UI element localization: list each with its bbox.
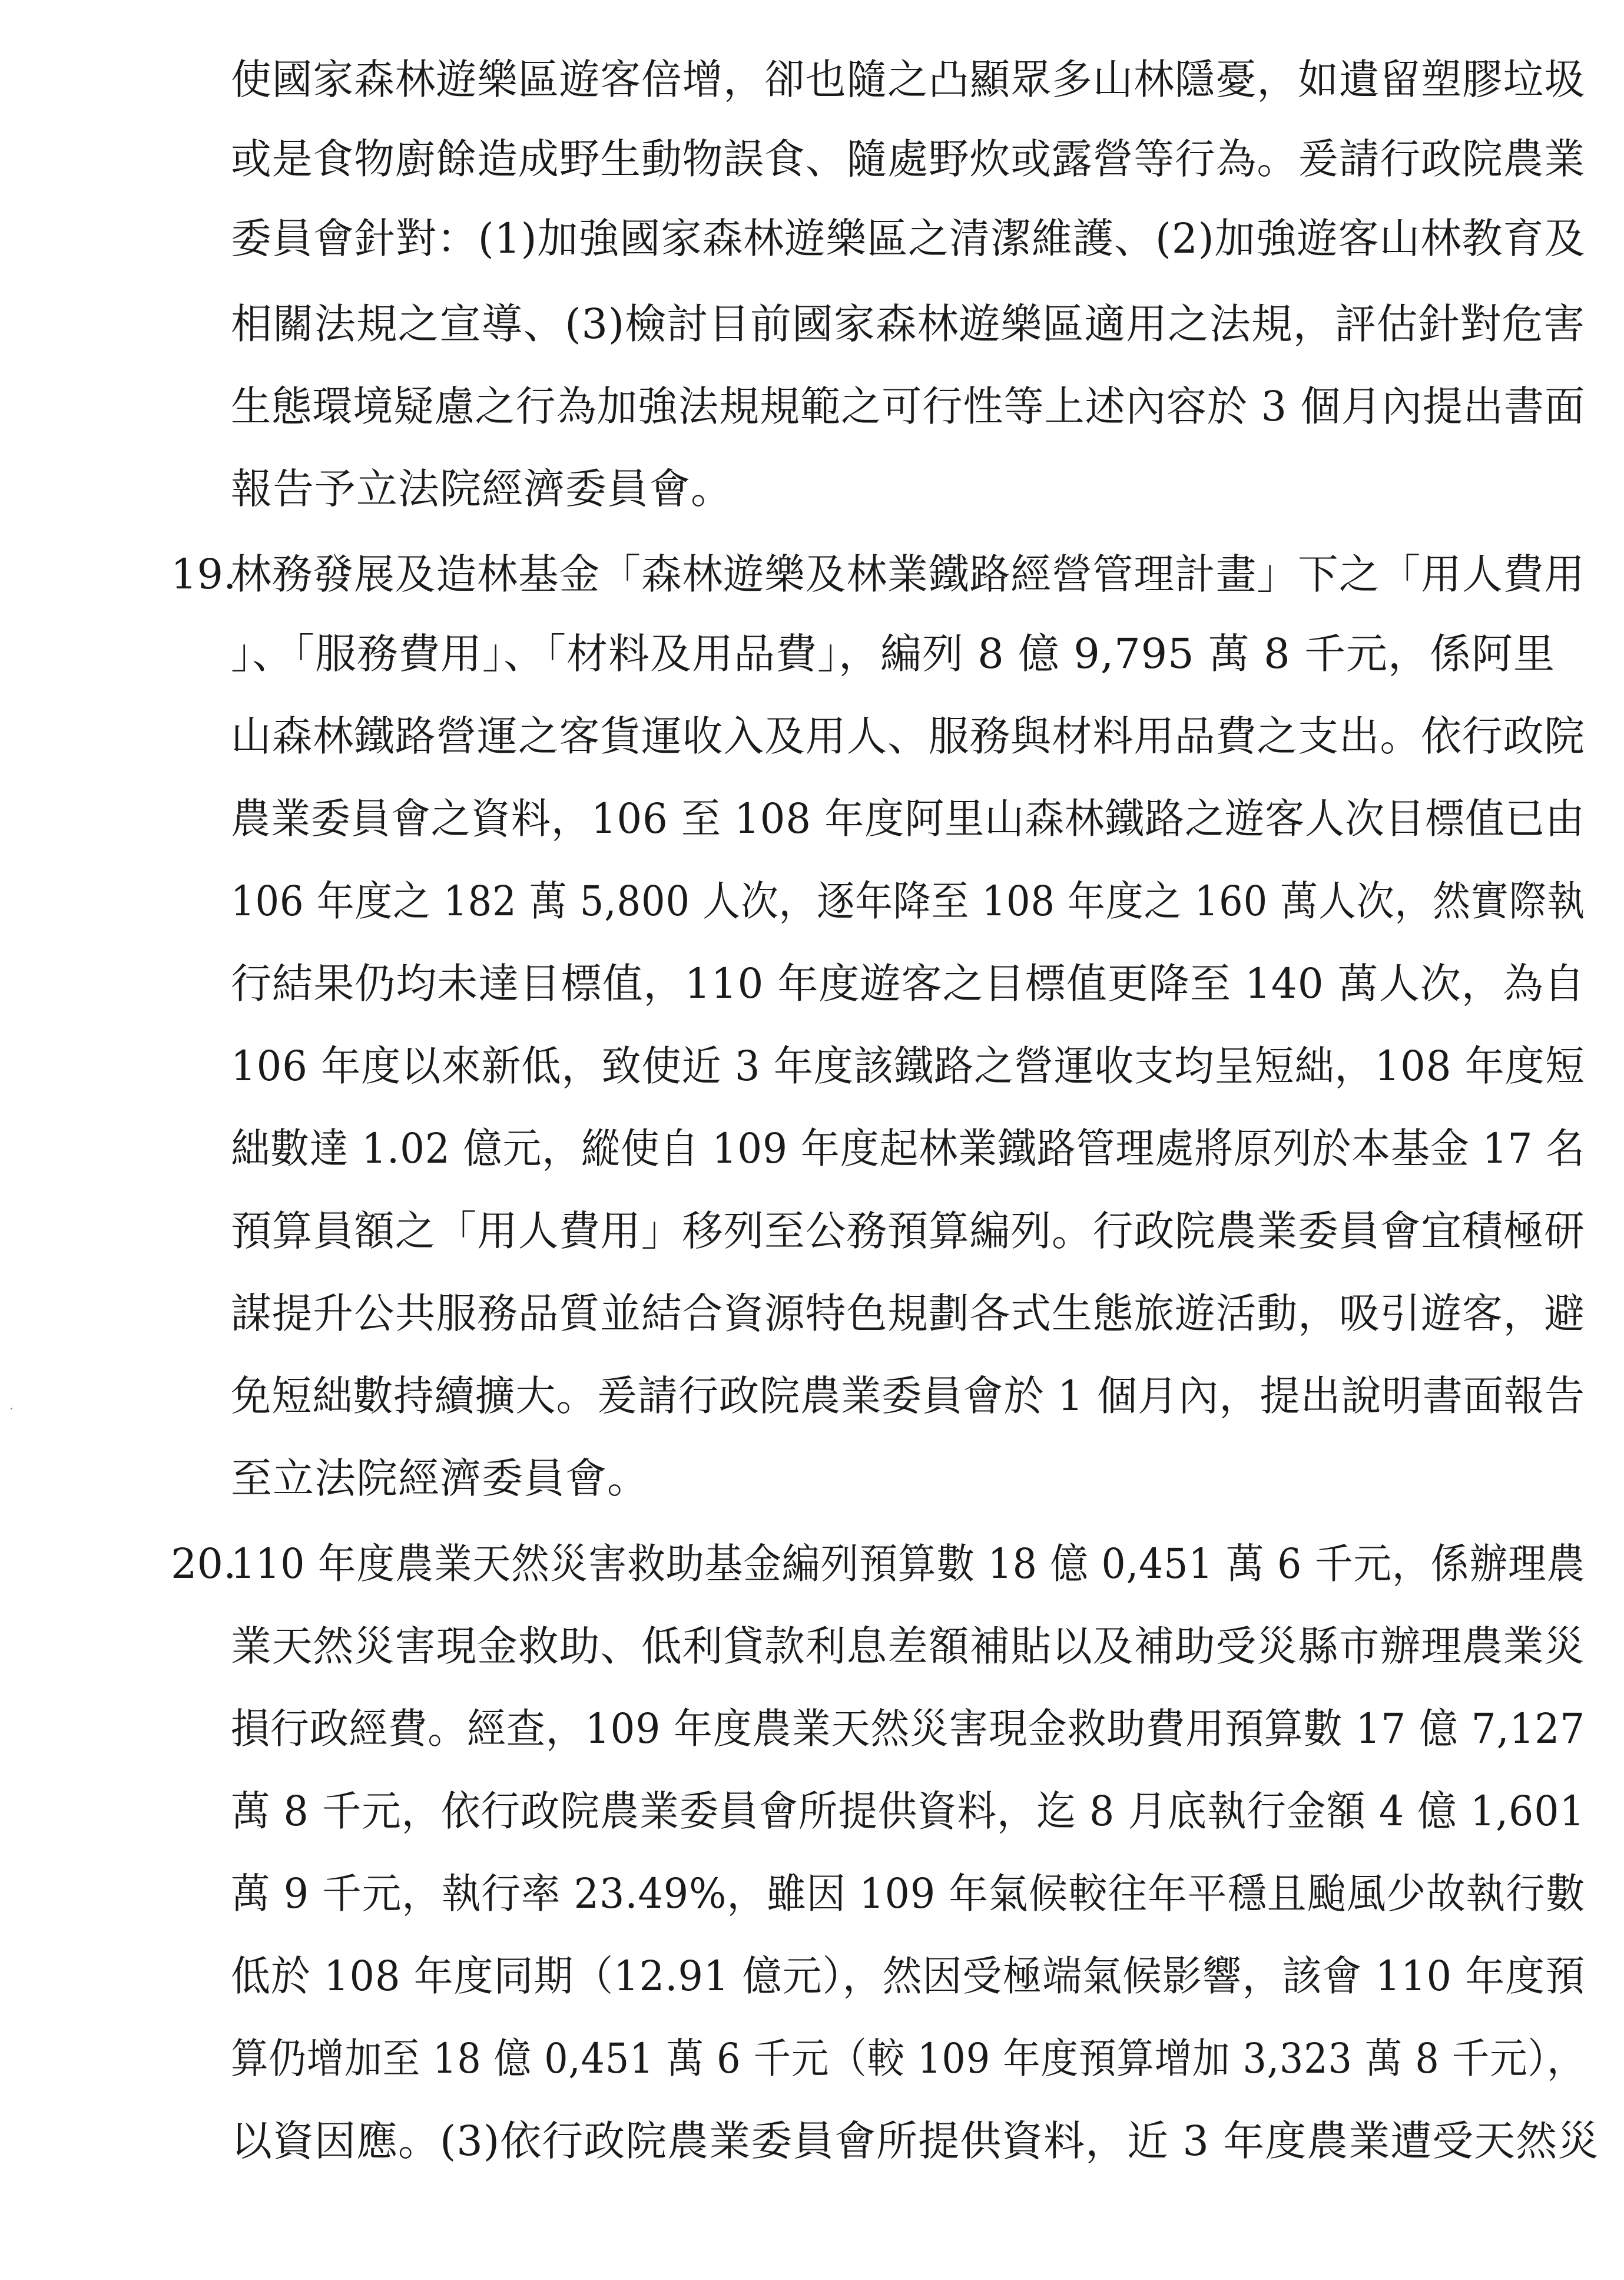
paragraph-line: 委員會針對：(1)加強國家森林遊樂區之清潔維護、(2)加強遊客山林教育及: [231, 214, 1586, 263]
paragraph-line: 絀數達 1.02 億元，縱使自 109 年度起林業鐵路管理處將原列於本基金 17 名: [231, 1124, 1586, 1173]
paragraph-line: 謀提升公共服務品質並結合資源特色規劃各式生態旅遊活動，吸引遊客，避: [231, 1289, 1585, 1338]
paragraph-line: 生態環境疑慮之行為加強法規規範之可行性等上述內容於 3 個月內提出書面: [231, 382, 1586, 431]
paragraph-line: 至立法院經濟委員會。: [231, 1454, 649, 1503]
paragraph-line: 林務發展及造林基金「森林遊樂及林業鐵路經營管理計畫」下之「用人費用: [231, 550, 1585, 598]
paragraph-line: 算仍增加至 18 億 0,451 萬 6 千元（較 109 年度預算增加 3,323 萬 8 千元），: [231, 2034, 1585, 2083]
paragraph-line: 報告予立法院經濟委員會。: [231, 465, 733, 513]
paragraph-line: 行結果仍均未達目標值，110 年度遊客之目標值更降至 140 萬人次，為自: [231, 959, 1585, 1008]
list-item-number: 20.: [171, 1540, 237, 1588]
paragraph-line: 山森林鐵路營運之客貨運收入及用人、服務與材料用品費之支出。依行政院: [231, 712, 1585, 760]
list-item-number: 19.: [171, 550, 237, 598]
paragraph-line: 相關法規之宣導、(3)檢討目前國家森林遊樂區適用之法規，評估針對危害: [231, 300, 1586, 348]
paragraph-line: 農業委員會之資料，106 至 108 年度阿里山森林鐵路之遊客人次目標值已由: [231, 795, 1585, 843]
paragraph-line: 預算員額之「用人費用」移列至公務預算編列。行政院農業委員會宜積極研: [231, 1207, 1585, 1255]
paragraph-line: 業天然災害現金救助、低利貸款利息差額補貼以及補助受災縣市辦理農業災: [231, 1622, 1585, 1670]
scan-speck: [11, 1408, 12, 1409]
paragraph-line: 損行政經費。經查，109 年度農業天然災害現金救助費用預算數 17 億 7,127: [231, 1705, 1586, 1753]
paragraph-line: 106 年度之 182 萬 5,800 人次，逐年降至 108 年度之 160 萬人次，然實際執: [231, 877, 1586, 925]
paragraph-line: 」、「服務費用」、「材料及用品費」，編列 8 億 9,795 萬 8 千元，係阿里: [231, 630, 1555, 678]
paragraph-line: 106 年度以來新低，致使近 3 年度該鐵路之營運收支均呈短絀，108 年度短: [231, 1042, 1585, 1090]
paragraph-line: 或是食物廚餘造成野生動物誤食、隨處野炊或露營等行為。爰請行政院農業: [231, 135, 1585, 183]
paragraph-line: 萬 9 千元，執行率 23.49%，雖因 109 年氣候較往年平穩且颱風少故執行數: [231, 1869, 1586, 1918]
paragraph-line: 萬 8 千元，依行政院農業委員會所提供資料，迄 8 月底執行金額 4 億 1,601: [231, 1787, 1585, 1835]
paragraph-line: 使國家森林遊樂區遊客倍增，卻也隨之凸顯眾多山林隱憂，如遺留塑膠垃圾: [231, 55, 1585, 104]
paragraph-line: 110 年度農業天然災害救助基金編列預算數 18 億 0,451 萬 6 千元，係辦理農: [231, 1540, 1586, 1588]
paragraph-line: 低於 108 年度同期（12.91 億元），然因受極端氣候影響，該會 110 年度預: [231, 1952, 1585, 2000]
paragraph-line: 以資因應。(3)依行政院農業委員會所提供資料，近 3 年度農業遭受天然災: [231, 2117, 1600, 2165]
paragraph-line: 免短絀數持續擴大。爰請行政院農業委員會於 1 個月內，提出說明書面報告: [231, 1372, 1586, 1420]
